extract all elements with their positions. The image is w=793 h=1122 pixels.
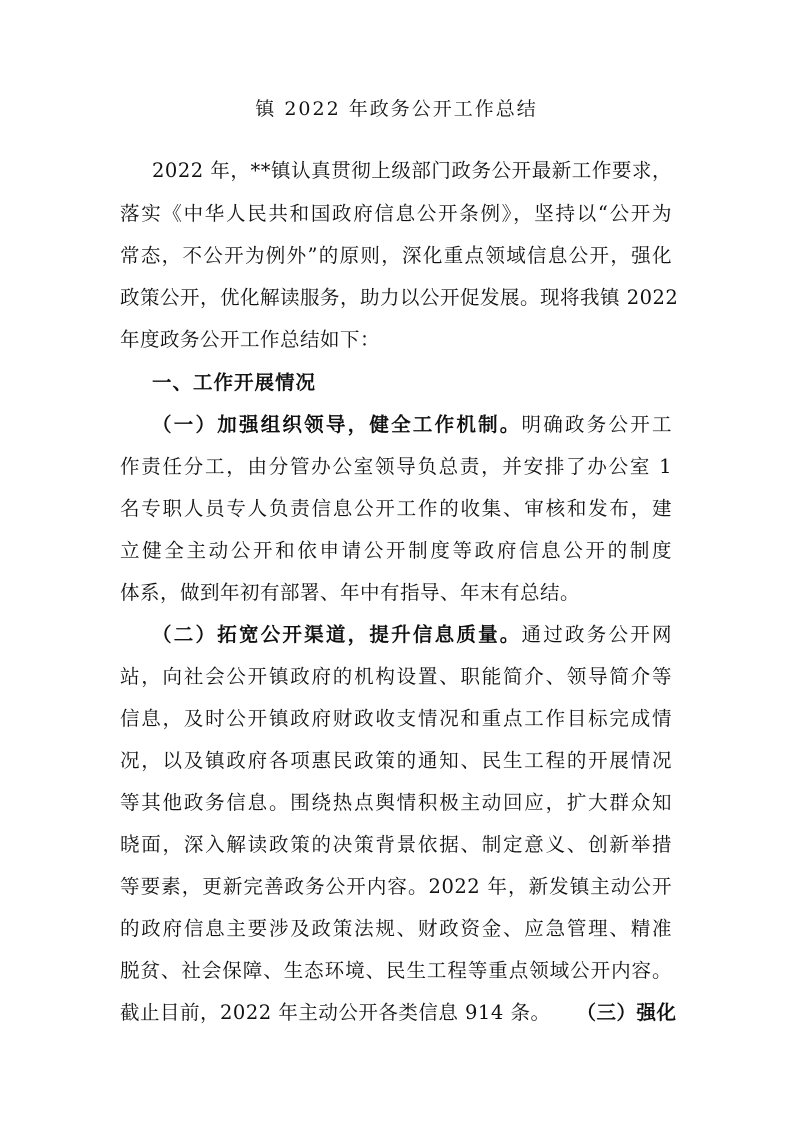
item1-line-3	[120, 494, 672, 524]
item2-text: 晓面，深入解读政策的决策背景依据、制定意义、创新举措	[120, 833, 672, 856]
item1-text: 名专职人员专人负责信息公开工作的收集、审核和发布，建	[120, 497, 672, 520]
item2-line-5	[120, 788, 672, 818]
item2-text: 截止目前，2022 年主动公开各类信息 914 条。	[120, 1001, 551, 1024]
item2-line-2	[120, 662, 672, 692]
item2-line-7	[120, 872, 672, 902]
intro-line-1	[152, 156, 672, 186]
item1-lead: （一）加强组织领导，健全工作机制。	[152, 413, 522, 436]
item2-text: 站，向社会公开镇政府的机构设置、职能简介、领导简介等	[120, 665, 672, 688]
item2-lead: （二）拓宽公开渠道，提升信息质量。	[152, 623, 522, 646]
intro-line-2	[120, 199, 672, 229]
intro-text: 落实《中华人民共和国政府信息公开条例》，坚持以“公开为	[120, 202, 672, 225]
item2-line-4	[120, 746, 672, 776]
intro-text: 常态，不公开为例外”的原则，深化重点领域信息公开，强化	[120, 244, 672, 267]
item2-line-10	[120, 998, 676, 1028]
document-title: 镇 2022 年政务公开工作总结	[255, 98, 538, 120]
item2-text: 等其他政务信息。围绕热点舆情积极主动回应，扩大群众知	[120, 791, 672, 814]
intro-line-3	[120, 241, 672, 271]
item1-first-line	[152, 410, 672, 440]
item1-line-4	[120, 536, 672, 566]
item2-line-6	[120, 830, 672, 860]
intro-line-5	[120, 325, 380, 355]
item3-lead-fragment: （三）强化	[576, 1001, 677, 1024]
intro-text: 2022 年，**镇认真贯彻上级部门政务公开最新工作要求，	[152, 159, 672, 182]
item2-text: 通过政务公开网	[521, 623, 672, 646]
item2-line-1	[152, 620, 672, 650]
item1-line-2	[120, 452, 672, 482]
item2-text: 脱贫、社会保障、生态环境、民生工程等重点领域公开内容。	[120, 959, 672, 982]
intro-text: 政策公开，优化解读服务，助力以公开促发展。现将我镇 2022	[120, 286, 679, 309]
item1-line-5	[120, 578, 580, 608]
item1-line-1	[152, 410, 672, 440]
item1-text: 体系，做到年初有部署、年中有指导、年末有总结。	[120, 581, 581, 604]
section-heading: 一、工作开展情况	[152, 371, 317, 394]
item1-text: 立健全主动公开和依申请公开制度等政府信息公开的制度	[120, 539, 672, 562]
item1-text: 作责任分工，由分管办公室领导负总责，并安排了办公室 1	[120, 455, 672, 478]
item2-text: 的政府信息主要涉及政策法规、财政资金、应急管理、精准	[120, 917, 672, 940]
item2-line-9	[120, 956, 672, 986]
item2-text: 信息，及时公开镇政府财政收支情况和重点工作目标完成情	[120, 707, 672, 730]
item2-text: 等要素，更新完善政务公开内容。2022 年，新发镇主动公开	[120, 875, 672, 898]
intro-line-4	[120, 283, 679, 313]
item2-line-8	[120, 914, 672, 944]
item2-first-line	[152, 620, 672, 650]
intro-text: 年度政务公开工作总结如下：	[120, 328, 381, 351]
item2-line-3	[120, 704, 672, 734]
item2-text: 况，以及镇政府各项惠民政策的通知、民生工程的开展情况	[120, 749, 672, 772]
item1-text: 明确政务公开工	[521, 413, 672, 436]
